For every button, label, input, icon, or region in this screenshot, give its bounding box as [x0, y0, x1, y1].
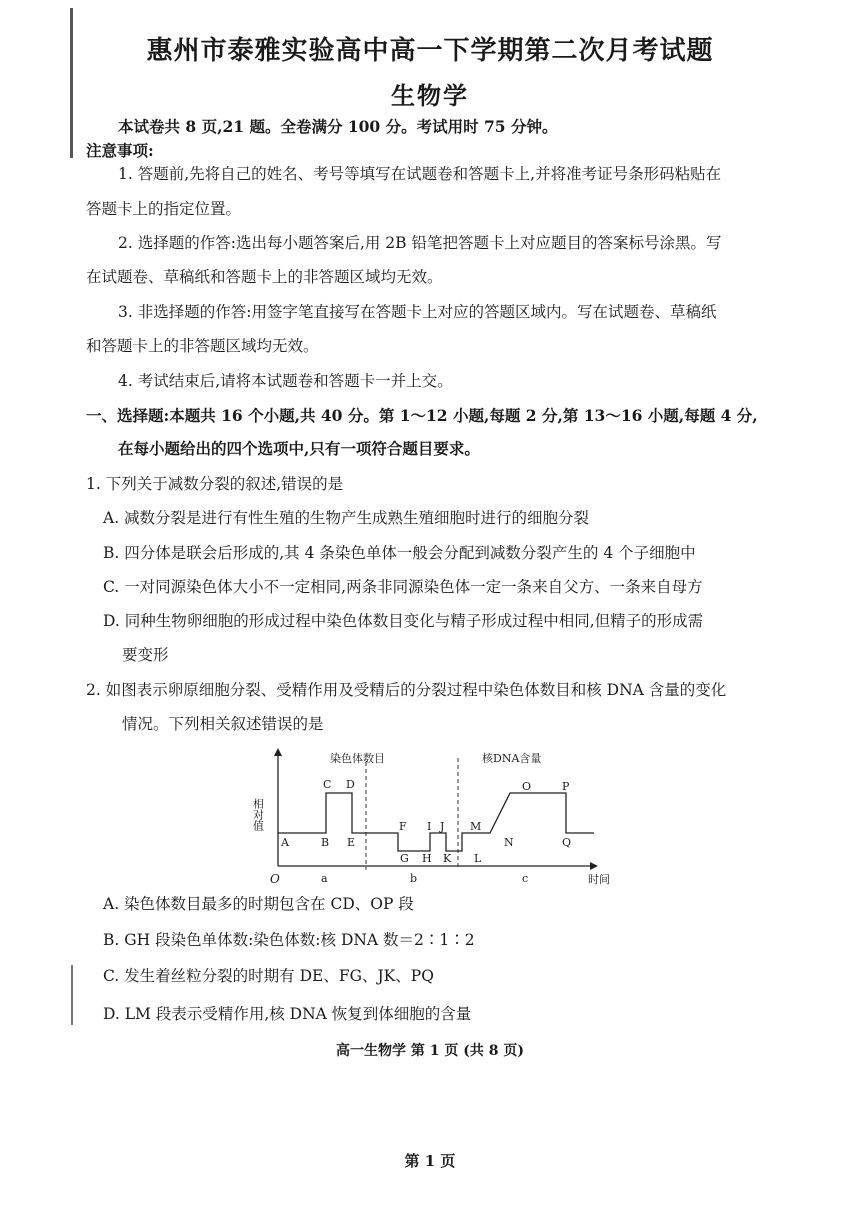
y-axis-label: 相对值 — [251, 798, 265, 831]
question-1-option-d-cont: 要变形 — [122, 646, 169, 664]
point-label: J — [440, 820, 445, 833]
question-1-option-a: A. 减数分裂是进行有性生殖的生物产生成熟生殖细胞时进行的细胞分裂 — [103, 509, 590, 527]
notice-line: 2. 选择题的作答:选出每小题答案后,用 2B 铅笔把答题卡上对应题目的答案标号涂黑。写 — [118, 234, 722, 252]
point-label: N — [504, 836, 514, 849]
question-2-option-b: B. GH 段染色单体数:染色体数:核 DNA 数＝2∶1∶2 — [103, 931, 475, 949]
point-label: I — [427, 820, 432, 833]
exam-title: 惠州市泰雅实验高中高一下学期第二次月考试题 — [146, 36, 714, 66]
region-label-dna: 核DNA含量 — [482, 752, 542, 765]
page-number: 第 1 页 — [404, 1152, 456, 1170]
page-footer: 高一生物学 第 1 页 (共 8 页) — [336, 1043, 524, 1059]
notice-line: 4. 考试结束后,请将本试题卷和答题卡一并上交。 — [118, 372, 453, 390]
question-2-option-a: A. 染色体数目最多的时期包含在 CD、OP 段 — [103, 895, 414, 913]
point-label: L — [474, 852, 482, 865]
point-label: G — [400, 852, 409, 865]
question-2-stem: 2. 如图表示卵原细胞分裂、受精作用及受精后的分裂过程中染色体数目和核 DNA 含量的变化 — [86, 681, 727, 699]
question-1-option-d: D. 同种生物卵细胞的形成过程中染色体数目变化与精子形成过程中相同,但精子的形成需 — [103, 612, 704, 630]
point-label: K — [443, 852, 452, 865]
chromosome-dna-chart — [250, 748, 610, 888]
point-label: E — [347, 836, 356, 849]
question-2-option-c: C. 发生着丝粒分裂的时期有 DE、FG、JK、PQ — [103, 967, 434, 985]
question-1-option-c: C. 一对同源染色体大小不一定相同,两条非同源染色体一定一条来自父方、一条来自母方 — [103, 578, 703, 596]
phase-label: b — [410, 872, 418, 885]
notice-line: 答题卡上的指定位置。 — [86, 200, 242, 218]
region-label-chromosome: 染色体数目 — [330, 752, 385, 765]
question-2-stem-cont: 情况。下列相关叙述错误的是 — [122, 715, 324, 733]
notice-line: 和答题卡上的非答题区域均无效。 — [86, 337, 319, 355]
phase-label: c — [522, 872, 529, 885]
subject-title: 生物学 — [391, 81, 469, 110]
x-axis-arrow — [590, 862, 598, 870]
notice-heading: 注意事项: — [86, 141, 154, 160]
notice-line: 3. 非选择题的作答:用签字笔直接写在答题卡上对应的答题区域内。写在试题卷、草稿纸 — [118, 303, 717, 321]
phase-label: a — [321, 872, 328, 885]
point-label: O — [522, 780, 532, 793]
exam-intro: 本试卷共 8 页,21 题。全卷满分 100 分。考试用时 75 分钟。 — [118, 117, 558, 136]
point-label: C — [323, 778, 332, 791]
point-label: M — [470, 820, 482, 833]
y-axis-arrow — [274, 748, 282, 756]
point-label: B — [321, 836, 330, 849]
question-1-stem: 1. 下列关于减数分裂的叙述,错误的是 — [86, 475, 344, 493]
point-label: D — [346, 778, 355, 791]
notice-line: 在试题卷、草稿纸和答题卡上的非答题区域均无效。 — [86, 268, 443, 286]
point-label: Q — [562, 836, 572, 849]
point-label: H — [422, 852, 432, 865]
section-heading: 一、选择题:本题共 16 个小题,共 40 分。第 1～12 小题,每题 2 分,第 13～16 小题,每题 4 分, — [86, 406, 758, 425]
question-2-option-d: D. LM 段表示受精作用,核 DNA 恢复到体细胞的含量 — [103, 1005, 472, 1023]
binding-margin-line-lower — [71, 965, 73, 1025]
x-axis-label: 时间 — [588, 873, 610, 886]
origin-label: O — [270, 872, 280, 886]
notice-line: 1. 答题前,先将自己的姓名、考号等填写在试题卷和答题卡上,并将准考证号条形码粘贴在 — [118, 165, 722, 183]
point-label: F — [399, 820, 407, 833]
question-1-option-b: B. 四分体是联会后形成的,其 4 条染色单体一般会分配到减数分裂产生的 4 个子细胞中 — [103, 544, 696, 562]
section-heading-cont: 在每小题给出的四个选项中,只有一项符合题目要求。 — [118, 439, 480, 458]
point-label: P — [562, 780, 570, 793]
point-label: A — [281, 836, 289, 849]
